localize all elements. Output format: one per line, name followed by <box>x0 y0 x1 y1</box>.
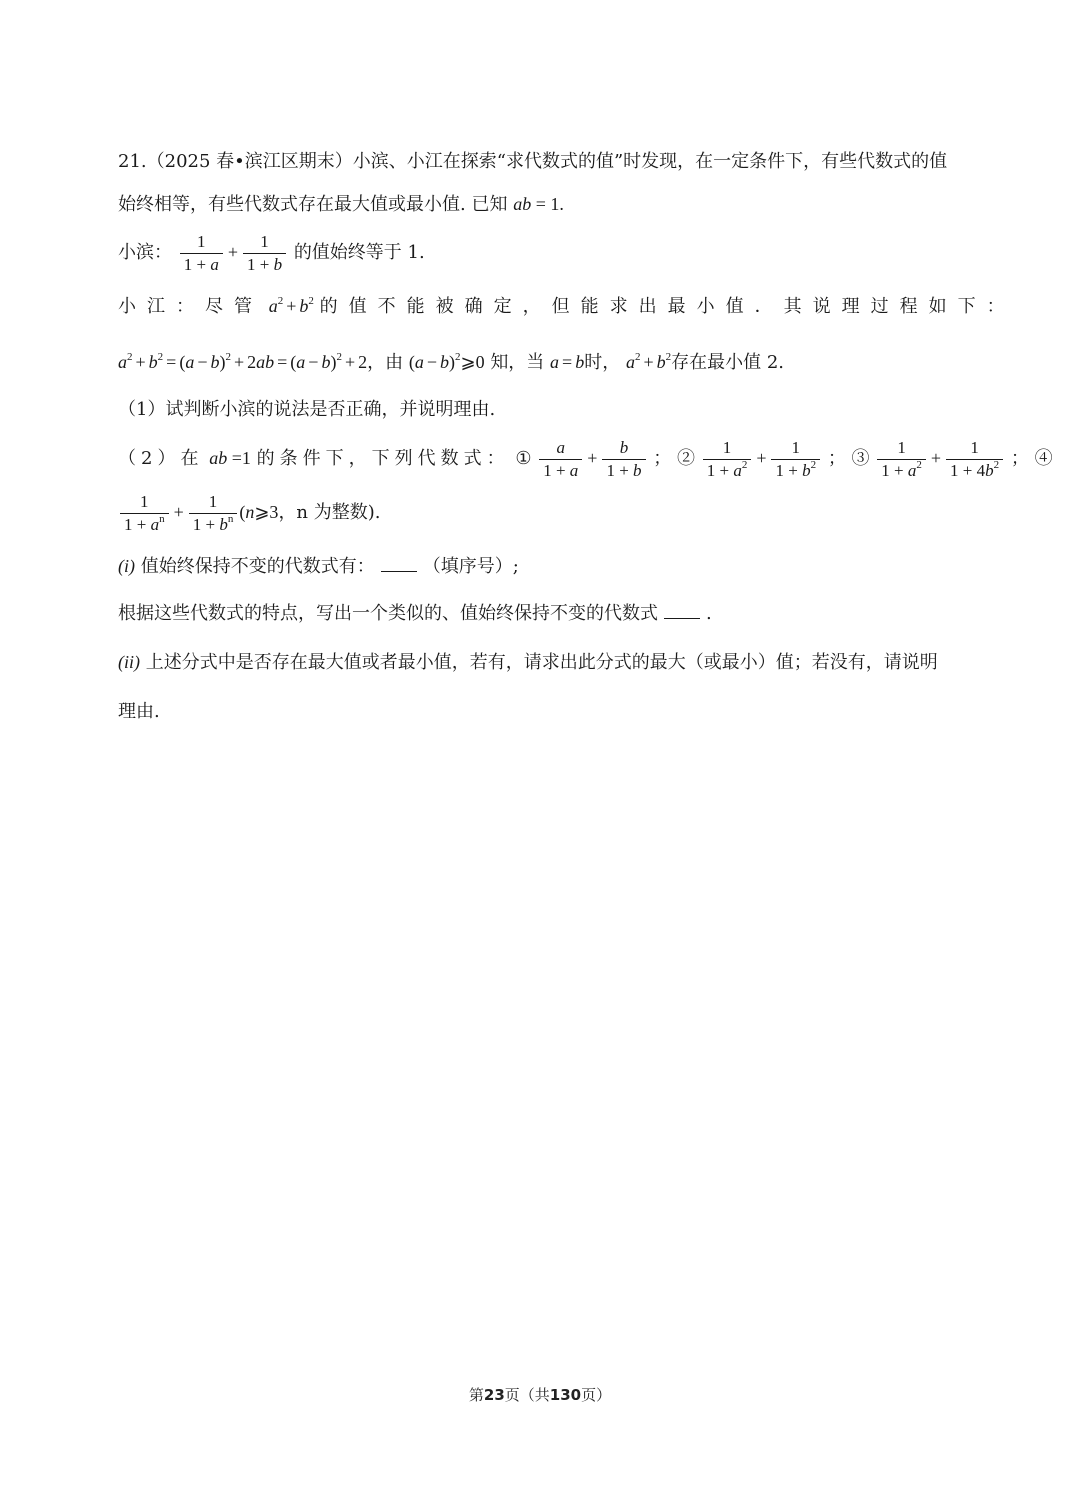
answer-blank-i-2[interactable] <box>664 602 700 619</box>
xiaobin-label: 小滨： <box>118 242 172 263</box>
problem-number-source: 21.（2025 春•滨江区期末） <box>118 151 353 172</box>
xiaojiang-tail: 的值不能被确定，但能求出最小值．其说理过程如下： <box>319 296 1016 317</box>
sub-question-ii-text-2: 理由. <box>118 701 160 722</box>
separator: ； <box>1010 448 1029 469</box>
derivation-text-4: 存在最小值 2. <box>671 352 784 373</box>
fraction-1-over-1-plus-b: $\frac{1}{1 + b}$ <box>243 231 286 276</box>
expr-4-term-a: $\frac{1}{1 + a^n}$ <box>120 491 169 536</box>
expr-1-term-a: $\frac{a}{1 + a}$ <box>539 437 582 482</box>
page-footer <box>0 1384 1080 1405</box>
sub-question-i <box>118 552 964 581</box>
question-1 <box>118 396 964 424</box>
sub-question-i-label: (i) <box>118 556 135 576</box>
expr-4-term-b: $\frac{1}{1 + b^n}$ <box>189 491 238 536</box>
xiaobin-tail: 的值始终等于 1. <box>293 242 425 263</box>
xiaojiang-label: 小江：尽管 <box>118 296 263 317</box>
question-1-text: （1）试判断小滨的说法是否正确，并说明理由. <box>118 399 496 420</box>
xiaojiang-statement: 小江：尽管 $a^2 + b^2$ 的值不能被确定，但能求出最小值．其说理过程如下： <box>118 295 1016 317</box>
footer-prefix: 第 <box>468 1386 484 1404</box>
derivation-text-3: 时， <box>584 352 621 373</box>
derivation-text-2: 知，当 <box>490 352 545 373</box>
question-2-tail: ，n 为整数). <box>278 502 381 523</box>
period: . <box>706 603 712 624</box>
expr-2-term-a: $\frac{1}{1 + a^2}$ <box>703 437 752 482</box>
problem-intro-text-1: 小滨、小江在探索“求代数式的值”时发现，在一定条件下，有些代数式的值 <box>352 151 948 172</box>
option-2-marker: ② <box>677 448 695 469</box>
derivation-line: $a^2 + b^2 = (a - b)^2 + 2ab = (a - b)^2 + 2$，由 $(a - b)^2⩾0$ 知，当 a = b时， $a^2 + b^2$存在最小值 2. <box>118 351 784 373</box>
problem-intro-line-1 <box>118 148 964 176</box>
xiaobin-statement: 小滨： $\frac{1}{1 + a}$ + $\frac{1}{1 + b}$ 的值始终等于 1. <box>118 231 425 274</box>
sub-question-ii-text: 上述分式中是否存在最大值或者最小值，若有，请求出此分式的最大（或最小）值；若没有，请说明 <box>145 652 938 673</box>
derivation-text-1: ，由 <box>367 352 404 373</box>
separator: ； <box>653 448 672 469</box>
expr-3-term-a: $\frac{1}{1 + a^2}$ <box>877 437 926 482</box>
expr-2-term-b: $\frac{1}{1 + b^2}$ <box>771 437 820 482</box>
current-page-number: 23 <box>483 1386 505 1404</box>
problem-intro-text-2: 始终相等，有些代数式存在最大值或最小值. 已知 <box>118 194 508 215</box>
fraction-1-over-1-plus-a: $\frac{1}{1 + a}$ <box>180 231 223 276</box>
sub-question-ii-line-2 <box>118 698 964 726</box>
problem-intro-line-2: 始终相等，有些代数式存在最大值或最小值. 已知 ab = 1. <box>118 194 564 215</box>
option-3-marker: ③ <box>851 448 870 469</box>
sub-question-i-text-2: 根据这些代数式的特点，写出一个类似的、值始终保持不变的代数式 <box>118 603 658 624</box>
answer-blank-i[interactable] <box>381 555 417 572</box>
footer-mid: 页（共 <box>504 1386 550 1404</box>
question-2-condition: 的条件下，下列代数式： <box>256 448 510 469</box>
question-2: （2）在 ab =1 的条件下，下列代数式： ① $\frac{a}{1 + a}$ + $\frac{b}{1 + b}$ ； ② $\frac{1}{1 + a^2}$ + $\frac{1}{1 + b^2}$ ； ③ $\frac{1}{1 + a^2}$ + $\frac{1}{1 + 4b^2}$ ； ④ <box>118 437 1053 480</box>
given-condition: ab <box>513 194 532 214</box>
option-1-marker: ① <box>515 448 532 469</box>
sub-question-ii-label: (ii) <box>118 652 140 672</box>
question-2-lead: （2）在 <box>118 448 204 469</box>
expr-3-term-b: $\frac{1}{1 + 4b^2}$ <box>946 437 1003 482</box>
total-page-count: 130 <box>549 1386 582 1404</box>
expr-1-term-b: $\frac{b}{1 + b}$ <box>602 437 645 482</box>
sub-question-i-tail: （填序号）; <box>422 556 519 577</box>
sub-question-i-text: 值始终保持不变的代数式有： <box>140 556 375 577</box>
question-2-option-4: $\frac{1}{1 + a^n}$ + $\frac{1}{1 + b^n}$ (n⩾3，n 为整数). <box>118 490 964 536</box>
sub-question-i-part2 <box>118 600 964 628</box>
sub-question-ii <box>118 648 964 677</box>
separator: ； <box>827 448 846 469</box>
option-4-marker: ④ <box>1034 448 1053 469</box>
footer-suffix: 页） <box>581 1386 612 1404</box>
